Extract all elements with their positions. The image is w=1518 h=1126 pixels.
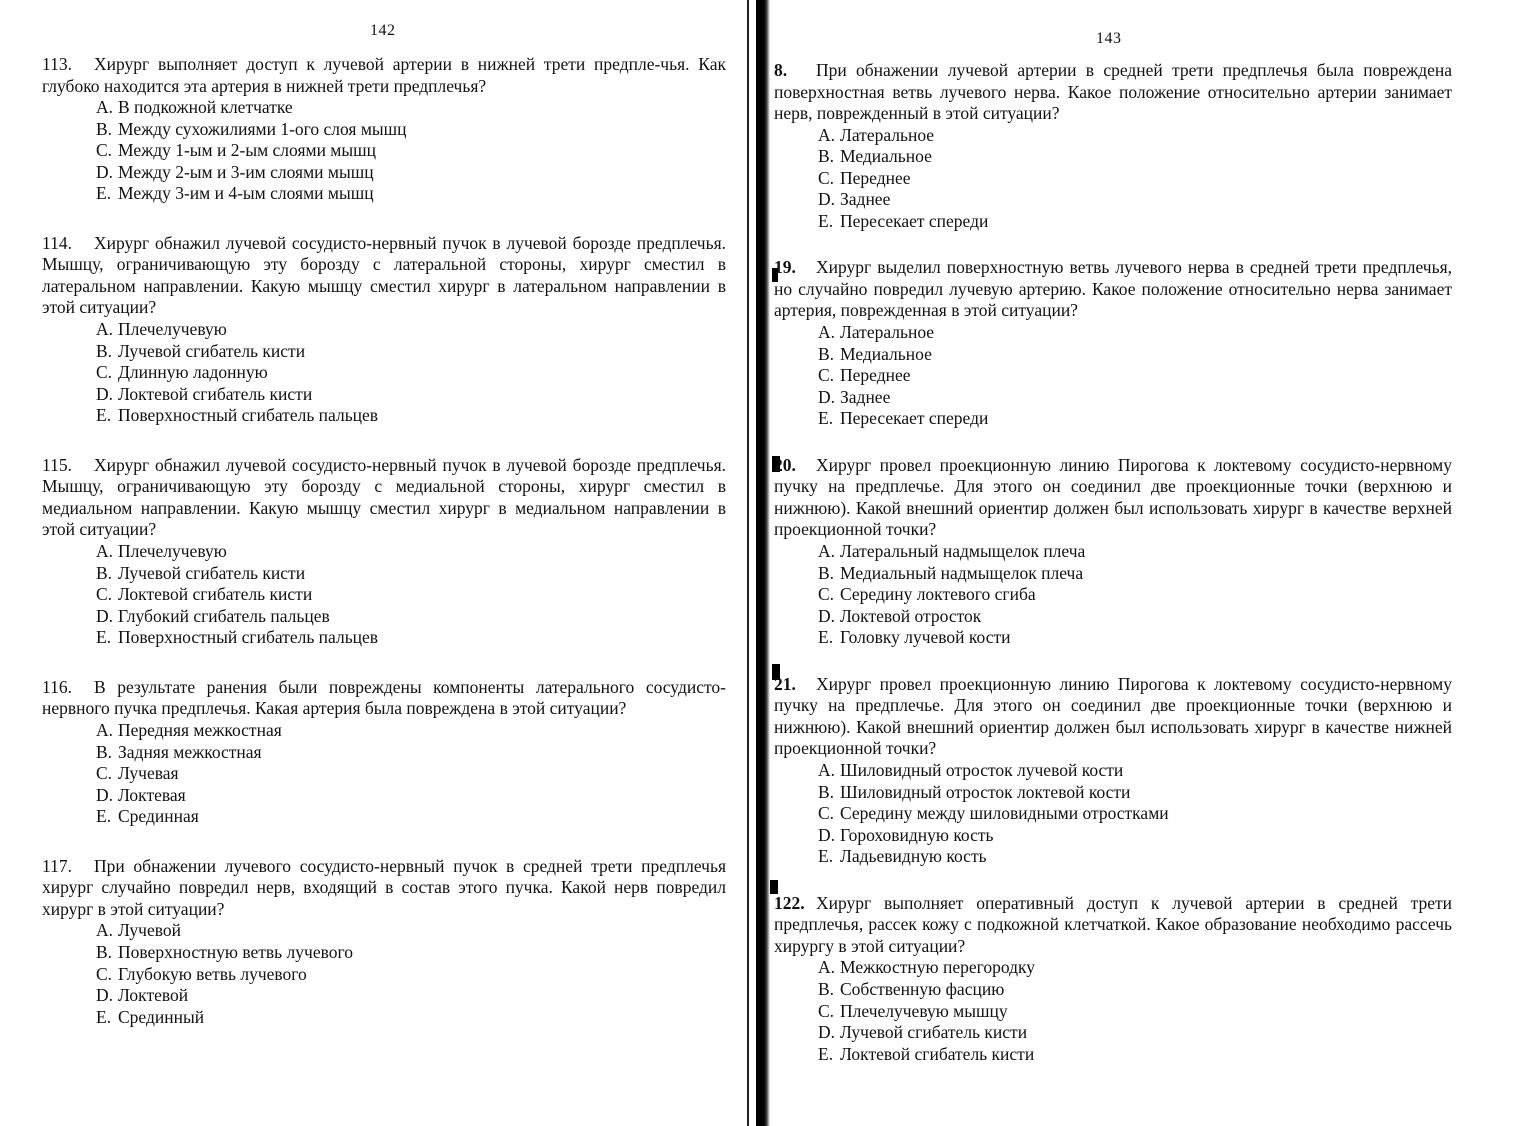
question-120 [774, 455, 1452, 649]
question-text: Хирург выделил поверхностную ветвь лучевого нерва в средней трети предплечья, но случайно повредил лучевую артерию. Какое положение относительно нерва занимает артерия, поврежденная в этой ситуации? [774, 257, 1452, 321]
question-text: Хирург провел проекционную линию Пирогова к локтевому сосудисто-нервному пучку на предплечье. Для этого он соединил две проекционные точки (верхнюю и нижнюю). Какой внешний ориентир должен был использовать хирург в качестве верхней проекционной точки? [774, 454, 1452, 540]
option-d: D. Локтевая [96, 784, 186, 805]
question-number: 19. [774, 257, 796, 278]
answer-options [96, 920, 726, 1028]
question-number: 117. [42, 855, 72, 876]
option-e: E. Срединный [96, 1006, 205, 1027]
answer-options [818, 957, 1452, 1065]
option-b: B. Задняя межкостная [96, 741, 262, 762]
option-d: D. Локтевой сгибатель кисти [96, 383, 313, 404]
option-c: C. Середину локтевого сгиба [818, 584, 1036, 605]
option-d: D. Локтевой отросток [818, 605, 982, 626]
question-text: Хирург обнажил лучевой сосудисто-нервный пучок в лучевой борозде предплечья. Мышцу, ограничивающую эту борозду с медиальной стороны, хирург сместил в медиальном направлении. Какую мышцу сместил хирург в медиальном направлении в этой ситуации? [42, 454, 726, 540]
option-a: A. Шиловидный отросток лучевой кости [818, 759, 1124, 780]
answer-options [96, 541, 726, 649]
right-page [760, 0, 1518, 1126]
option-a: A. Межкостную перегородку [818, 957, 1036, 978]
option-c: C. Лучевая [96, 763, 179, 784]
question-text: При обнажении лучевой артерии в средней трети предплечья была повреждена поверхностная ветвь лучевого нерва. Какое положение относительно артерии занимает нерв, поврежденный в этой ситуации? [774, 60, 1452, 123]
question-117 [42, 856, 726, 1028]
answer-options [96, 97, 726, 205]
option-b: B. Медиальный надмыщелок плеча [818, 562, 1084, 583]
page-number: 143 [1096, 30, 1122, 47]
question-text: Хирург выполняет доступ к лучевой артерии в нижней трети предпле-чья. Как глубоко находится эта артерия в нижней трети предплечья? [42, 54, 726, 96]
option-d: D. Заднее [818, 386, 891, 407]
option-a: A. Плечелучевую [96, 318, 227, 339]
option-b: B. Медиальное [818, 343, 932, 364]
question-text: При обнажении лучевого сосудисто-нервный пучок в средней трети предплечья хирург случайно повредил нерв, входящий в состав этого пучка. Какой нерв повредил хирург в этой ситуации? [42, 855, 726, 919]
option-c: C. Переднее [818, 167, 911, 188]
option-e: E. Срединная [96, 806, 199, 827]
option-e: E. Головку лучевой кости [818, 627, 1011, 648]
answer-options [96, 720, 726, 828]
page-edge-line [747, 0, 749, 1126]
option-d: D. Заднее [818, 189, 891, 210]
option-a: A. В подкожной клетчатке [96, 97, 293, 117]
question-121 [774, 674, 1452, 868]
option-a: A. Лучевой [96, 920, 182, 941]
option-a: A. Латеральное [818, 124, 935, 145]
option-a: A. Передняя межкостная [96, 719, 282, 740]
option-b: B. Собственную фасцию [818, 978, 1005, 999]
question-text: Хирург провел проекционную линию Пирогова к локтевому сосудисто-нервному пучку на предплечье. Для этого он соединил две проекционные точки (верхнюю и нижнюю). Какой внешний ориентир должен был использовать хирург в качестве нижней проекционной точки? [774, 673, 1452, 759]
option-e: E. Поверхностный сгибатель пальцев [96, 627, 379, 648]
question-113 [42, 54, 726, 205]
option-c: C. Середину между шиловидными отростками [818, 803, 1169, 824]
question-list [42, 54, 726, 1056]
option-e: E. Ладьевидную кость [818, 846, 987, 867]
option-c: C. Плечелучевую мышцу [818, 1000, 1008, 1021]
question-number: 122. [774, 892, 805, 913]
answer-options [96, 319, 726, 427]
question-122 [774, 893, 1452, 1065]
question-number: 8. [774, 60, 788, 80]
question-number: 21. [774, 673, 796, 694]
option-c: C. Длинную ладонную [96, 362, 268, 383]
option-d: D. Глубокий сгибатель пальцев [96, 605, 330, 626]
option-c: C. Глубокую ветвь лучевого [96, 963, 307, 984]
answer-options [818, 760, 1452, 868]
question-119 [774, 257, 1452, 429]
question-number: 116. [42, 676, 72, 697]
question-number: 114. [42, 232, 72, 253]
option-d: D. Лучевой сгибатель кисти [818, 1022, 1028, 1043]
option-b: B. Между сухожилиями 1-ого слоя мышц [96, 118, 407, 139]
question-number: 113. [42, 54, 72, 74]
question-text: Хирург обнажил лучевой сосудисто-нервный пучок в лучевой борозде предплечья. Мышцу, ограничивающую эту борозду с латеральной стороны, хирург сместил в латеральном направлении. Какую мышцу сместил хирург в латеральном направлении в этой ситуации? [42, 232, 726, 318]
option-b: B. Поверхностную ветвь лучевого [96, 941, 353, 962]
left-page [0, 0, 752, 1126]
question-number: 115. [42, 454, 72, 475]
page-number: 142 [370, 22, 396, 39]
option-a: A. Латеральное [818, 321, 935, 342]
option-a: A. Латеральный надмыщелок плеча [818, 540, 1086, 561]
answer-options [818, 541, 1452, 649]
option-a: A. Плечелучевую [96, 540, 227, 561]
option-d: D. Гороховидную кость [818, 824, 994, 845]
question-115 [42, 455, 726, 649]
option-c: C. Переднее [818, 365, 911, 386]
option-b: B. Шиловидный отросток локтевой кости [818, 781, 1131, 802]
option-d: D. Локтевой [96, 985, 189, 1006]
option-e: E. Пересекает спереди [818, 408, 989, 429]
option-c: C. Локтевой сгибатель кисти [96, 584, 313, 605]
question-text: Хирург выполняет оперативный доступ к лучевой артерии в средней трети предплечья, рассек кожу с подкожной клетчаткой. Какое образование необходимо рассечь хирургу в этой ситуации? [774, 892, 1452, 956]
option-d: D. Между 2-ым и 3-им слоями мышц [96, 161, 374, 182]
question-list [774, 60, 1452, 1090]
question-114 [42, 233, 726, 427]
answer-options [818, 125, 1452, 233]
option-e: E. Между 3-им и 4-ым слоями мышц [96, 183, 374, 204]
question-116 [42, 677, 726, 828]
answer-options [818, 322, 1452, 430]
option-e: E. Пересекает спереди [818, 210, 989, 231]
option-b: B. Лучевой сгибатель кисти [96, 562, 306, 583]
option-b: B. Медиальное [818, 146, 932, 167]
option-e: E. Локтевой сгибатель кисти [818, 1043, 1035, 1064]
question-text: В результате ранения были повреждены компоненты латерального сосудисто-нервного пучка предплечья. Какая артерия была повреждена в этой ситуации? [42, 676, 726, 719]
question-118 [774, 60, 1452, 232]
question-number: 20. [774, 454, 796, 475]
option-b: B. Лучевой сгибатель кисти [96, 340, 306, 361]
option-e: E. Поверхностный сгибатель пальцев [96, 405, 379, 426]
option-c: C. Между 1-ым и 2-ым слоями мышц [96, 140, 376, 161]
